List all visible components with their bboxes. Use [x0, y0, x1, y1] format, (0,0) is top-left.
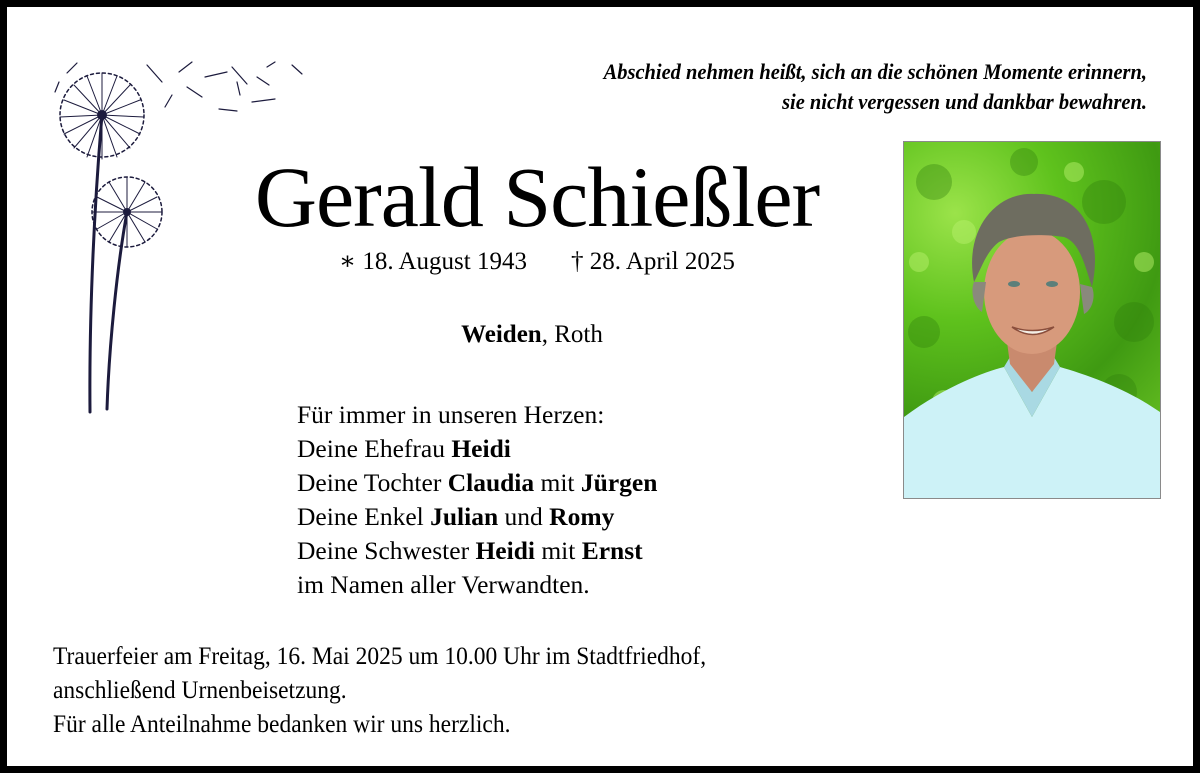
residence-secondary: Roth	[554, 321, 603, 348]
mourner-name: Claudia	[447, 468, 535, 497]
death-cross-icon: †	[570, 248, 584, 275]
mourner-name: Heidi	[451, 434, 511, 463]
mourner-joiner: und	[498, 502, 550, 531]
portrait-photo	[903, 141, 1161, 499]
mourner-line	[297, 534, 777, 568]
residence-primary: Weiden	[461, 321, 542, 348]
mourner-relation: Deine Schwester	[297, 536, 476, 565]
mourner-joiner: mit	[534, 468, 581, 497]
mourners-outro: im Namen aller Verwandten.	[297, 570, 590, 599]
motto-line-2: sie nicht vergessen und dankbar bewahren.	[782, 89, 1147, 114]
residence	[307, 318, 757, 352]
mourner-joiner: mit	[534, 536, 582, 565]
mourner-name: Ernst	[581, 536, 643, 565]
life-dates	[277, 245, 797, 279]
motto-quote	[440, 57, 1147, 117]
service-line: Für alle Anteilnahme bedanken wir uns herzlich.	[53, 711, 511, 738]
birth-star-icon: ∗	[339, 248, 357, 275]
mourner-name: Julian	[430, 502, 499, 531]
birth-date: 18. August 1943	[362, 248, 527, 275]
mourner-relation: Deine Tochter	[297, 468, 448, 497]
mourner-line	[297, 466, 777, 500]
mourner-name: Heidi	[475, 536, 535, 565]
mourner-relation: Deine Ehefrau	[297, 434, 452, 463]
service-line: Trauerfeier am Freitag, 16. Mai 2025 um 10.00 Uhr im Stadtfriedhof,	[53, 643, 707, 670]
service-info	[53, 640, 899, 742]
motto-line-1: Abschied nehmen heißt, sich an die schönen Momente erinnern,	[603, 59, 1147, 84]
residence-separator: ,	[541, 321, 555, 348]
portrait-illustration	[904, 142, 1160, 498]
death-date: 28. April 2025	[589, 248, 735, 275]
mourner-line	[297, 432, 777, 466]
mourner-name: Jürgen	[580, 468, 658, 497]
mourner-name: Romy	[549, 502, 615, 531]
mourner-relation: Deine Enkel	[297, 502, 431, 531]
mourners-intro: Für immer in unseren Herzen:	[297, 400, 605, 429]
service-line: anschließend Urnenbeisetzung.	[53, 677, 347, 704]
mourner-line	[297, 500, 777, 534]
deceased-name: Gerald Schießler	[254, 149, 820, 245]
mourners-list	[297, 398, 777, 602]
